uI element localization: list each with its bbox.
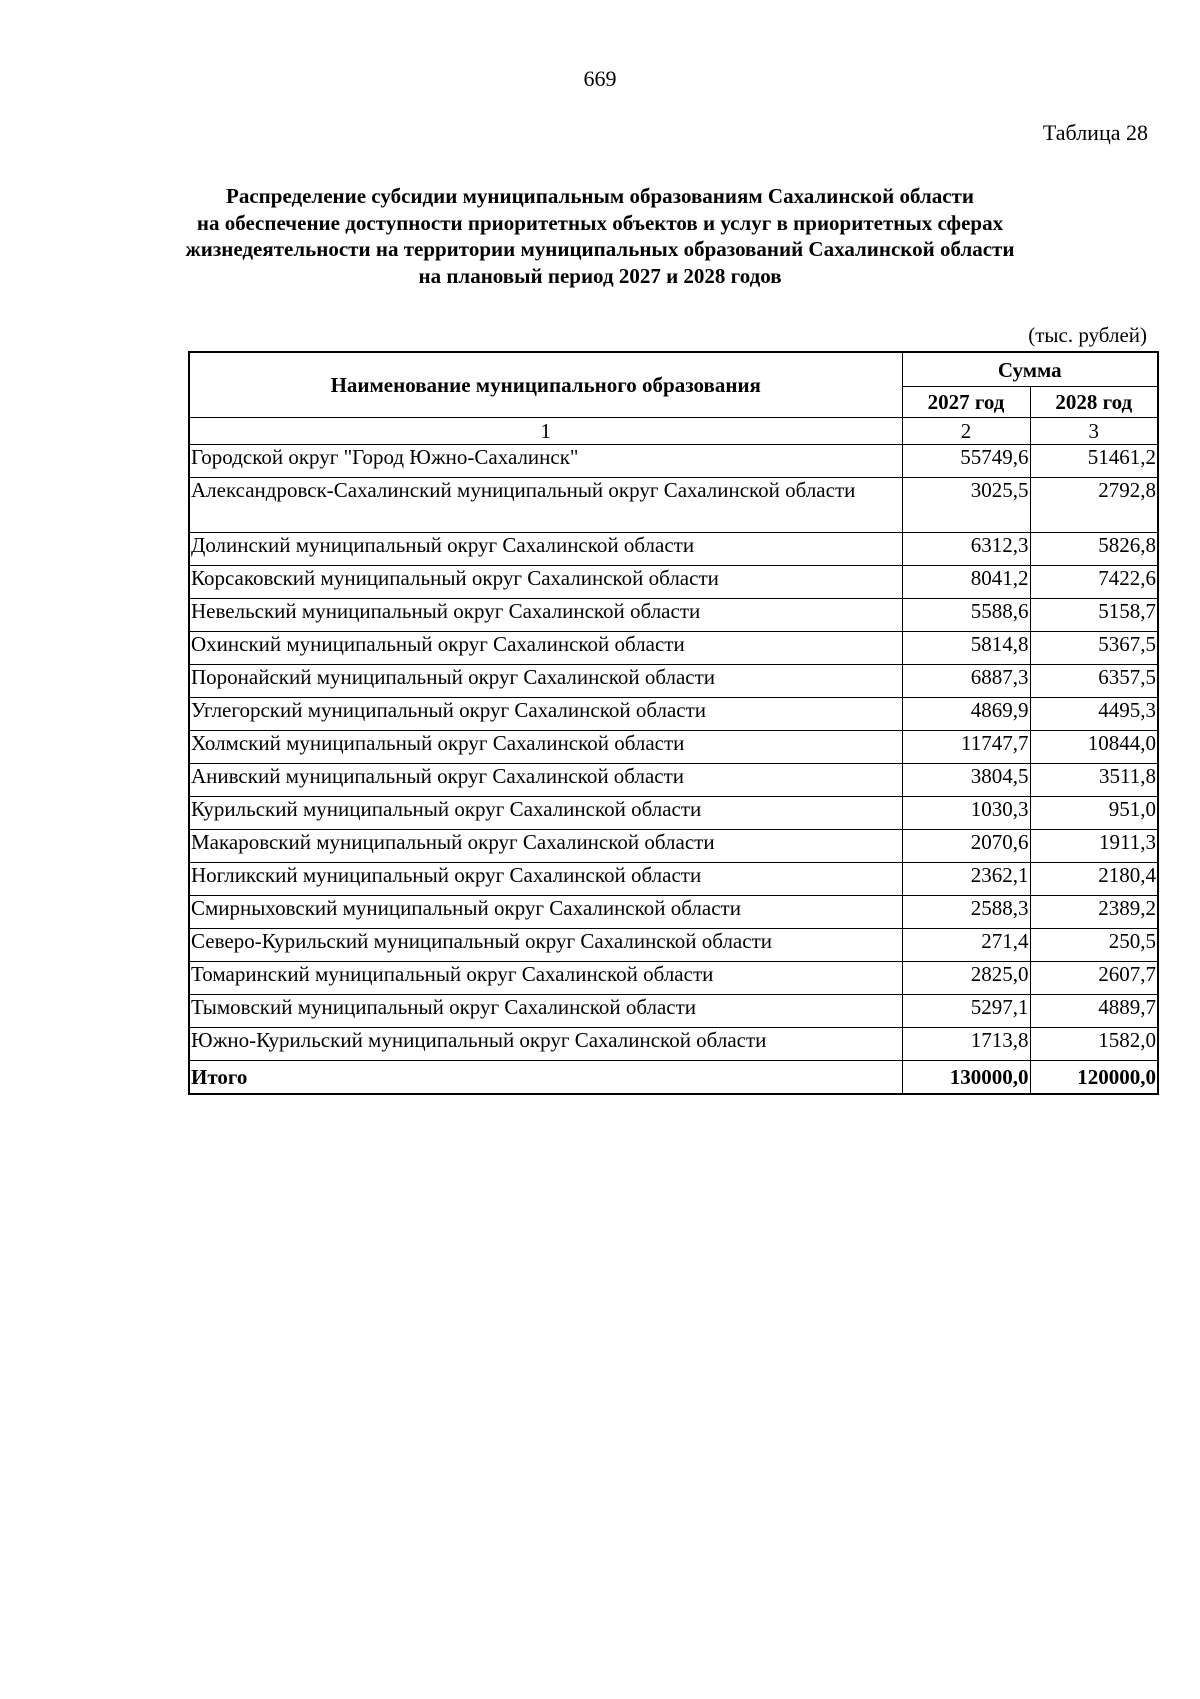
value-2027-cell: 271,4 <box>902 929 1030 962</box>
value-2028-cell: 4889,7 <box>1030 995 1158 1028</box>
value-2027-cell: 6312,3 <box>902 533 1030 566</box>
value-2028-cell: 2607,7 <box>1030 962 1158 995</box>
value-2028-cell: 5826,8 <box>1030 533 1158 566</box>
table-row <box>189 566 1158 599</box>
total-2028-cell: 120000,0 <box>1030 1061 1158 1095</box>
table-row <box>189 1028 1158 1061</box>
municipality-name-cell: Тымовский муниципальный округ Сахалинской области <box>189 995 902 1028</box>
municipality-name-cell: Александровск-Сахалинский муниципальный округ Сахалинской области <box>189 478 902 533</box>
value-2028-cell: 951,0 <box>1030 797 1158 830</box>
table-row <box>189 896 1158 929</box>
header-year-2027: 2027 год <box>902 387 1030 418</box>
units-label: (тыс. рублей) <box>1028 323 1147 347</box>
value-2028-cell: 1911,3 <box>1030 830 1158 863</box>
value-2027-cell: 6887,3 <box>902 665 1030 698</box>
value-2028-cell: 2389,2 <box>1030 896 1158 929</box>
value-2028-cell: 5367,5 <box>1030 632 1158 665</box>
total-label-cell: Итого <box>189 1061 902 1095</box>
municipality-name-cell: Поронайский муниципальный округ Сахалинской области <box>189 665 902 698</box>
index-cell: 3 <box>1030 418 1158 445</box>
value-2027-cell: 4869,9 <box>902 698 1030 731</box>
municipality-name-cell: Томаринский муниципальный округ Сахалинской области <box>189 962 902 995</box>
value-2027-cell: 1030,3 <box>902 797 1030 830</box>
municipality-name-cell: Охинский муниципальный округ Сахалинской области <box>189 632 902 665</box>
index-row <box>189 418 1158 445</box>
document-title <box>150 183 1050 289</box>
table-row <box>189 797 1158 830</box>
municipality-name-cell: Углегорский муниципальный округ Сахалинской области <box>189 698 902 731</box>
value-2027-cell: 8041,2 <box>902 566 1030 599</box>
value-2028-cell: 5158,7 <box>1030 599 1158 632</box>
title-line: жизнедеятельности на территории муниципальных образований Сахалинской области <box>185 237 1015 261</box>
municipality-name-cell: Городской округ "Город Южно-Сахалинск" <box>189 445 902 478</box>
value-2027-cell: 2362,1 <box>902 863 1030 896</box>
table-label: Таблица 28 <box>1042 120 1148 145</box>
value-2028-cell: 10844,0 <box>1030 731 1158 764</box>
municipality-name-cell: Ногликский муниципальный округ Сахалинской области <box>189 863 902 896</box>
table-row <box>189 445 1158 478</box>
value-2028-cell: 250,5 <box>1030 929 1158 962</box>
value-2028-cell: 51461,2 <box>1030 445 1158 478</box>
header-sum: Сумма <box>902 352 1158 387</box>
value-2027-cell: 1713,8 <box>902 1028 1030 1061</box>
value-2028-cell: 7422,6 <box>1030 566 1158 599</box>
value-2028-cell: 2180,4 <box>1030 863 1158 896</box>
value-2028-cell: 2792,8 <box>1030 478 1158 533</box>
table-row <box>189 764 1158 797</box>
municipality-name-cell: Корсаковский муниципальный округ Сахалинской области <box>189 566 902 599</box>
municipality-name-cell: Смирныховский муниципальный округ Сахалинской области <box>189 896 902 929</box>
table-row <box>189 632 1158 665</box>
total-row <box>189 1061 1158 1095</box>
table-row <box>189 731 1158 764</box>
value-2028-cell: 1582,0 <box>1030 1028 1158 1061</box>
value-2027-cell: 5814,8 <box>902 632 1030 665</box>
value-2027-cell: 5297,1 <box>902 995 1030 1028</box>
table-row <box>189 863 1158 896</box>
value-2028-cell: 4495,3 <box>1030 698 1158 731</box>
subsidy-table <box>188 351 1159 1095</box>
value-2028-cell: 6357,5 <box>1030 665 1158 698</box>
value-2027-cell: 2070,6 <box>902 830 1030 863</box>
title-line: на обеспечение доступности приоритетных объектов и услуг в приоритетных сферах <box>196 210 1004 235</box>
municipality-name-cell: Анивский муниципальный округ Сахалинской области <box>189 764 902 797</box>
table-row <box>189 995 1158 1028</box>
municipality-name-cell: Долинский муниципальный округ Сахалинской области <box>189 533 902 566</box>
total-2027-cell: 130000,0 <box>902 1061 1030 1095</box>
value-2027-cell: 3025,5 <box>902 478 1030 533</box>
municipality-name-cell: Холмский муниципальный округ Сахалинской области <box>189 731 902 764</box>
value-2027-cell: 2825,0 <box>902 962 1030 995</box>
municipality-name-cell: Невельский муниципальный округ Сахалинской области <box>189 599 902 632</box>
municipality-name-cell: Макаровский муниципальный округ Сахалинской области <box>189 830 902 863</box>
table-row <box>189 962 1158 995</box>
index-cell: 2 <box>902 418 1030 445</box>
table-row <box>189 698 1158 731</box>
table-row <box>189 830 1158 863</box>
table-row <box>189 929 1158 962</box>
value-2027-cell: 2588,3 <box>902 896 1030 929</box>
header-name: Наименование муниципального образования <box>189 352 902 418</box>
value-2027-cell: 55749,6 <box>902 445 1030 478</box>
header-year-2028: 2028 год <box>1030 387 1158 418</box>
table-row <box>189 533 1158 566</box>
page-number: 669 <box>583 66 617 91</box>
table-row <box>189 599 1158 632</box>
title-line: на плановый период 2027 и 2028 годов <box>418 263 782 288</box>
municipality-name-cell: Южно-Курильский муниципальный округ Сахалинской области <box>189 1028 902 1061</box>
table-row <box>189 478 1158 533</box>
title-line: Распределение субсидии муниципальным образованиям Сахалинской области <box>226 184 974 208</box>
municipality-name-cell: Северо-Курильский муниципальный округ Сахалинской области <box>189 929 902 962</box>
table-row <box>189 665 1158 698</box>
municipality-name-cell: Курильский муниципальный округ Сахалинской области <box>189 797 902 830</box>
value-2027-cell: 5588,6 <box>902 599 1030 632</box>
value-2027-cell: 3804,5 <box>902 764 1030 797</box>
index-cell: 1 <box>189 418 902 445</box>
value-2027-cell: 11747,7 <box>902 731 1030 764</box>
value-2028-cell: 3511,8 <box>1030 764 1158 797</box>
